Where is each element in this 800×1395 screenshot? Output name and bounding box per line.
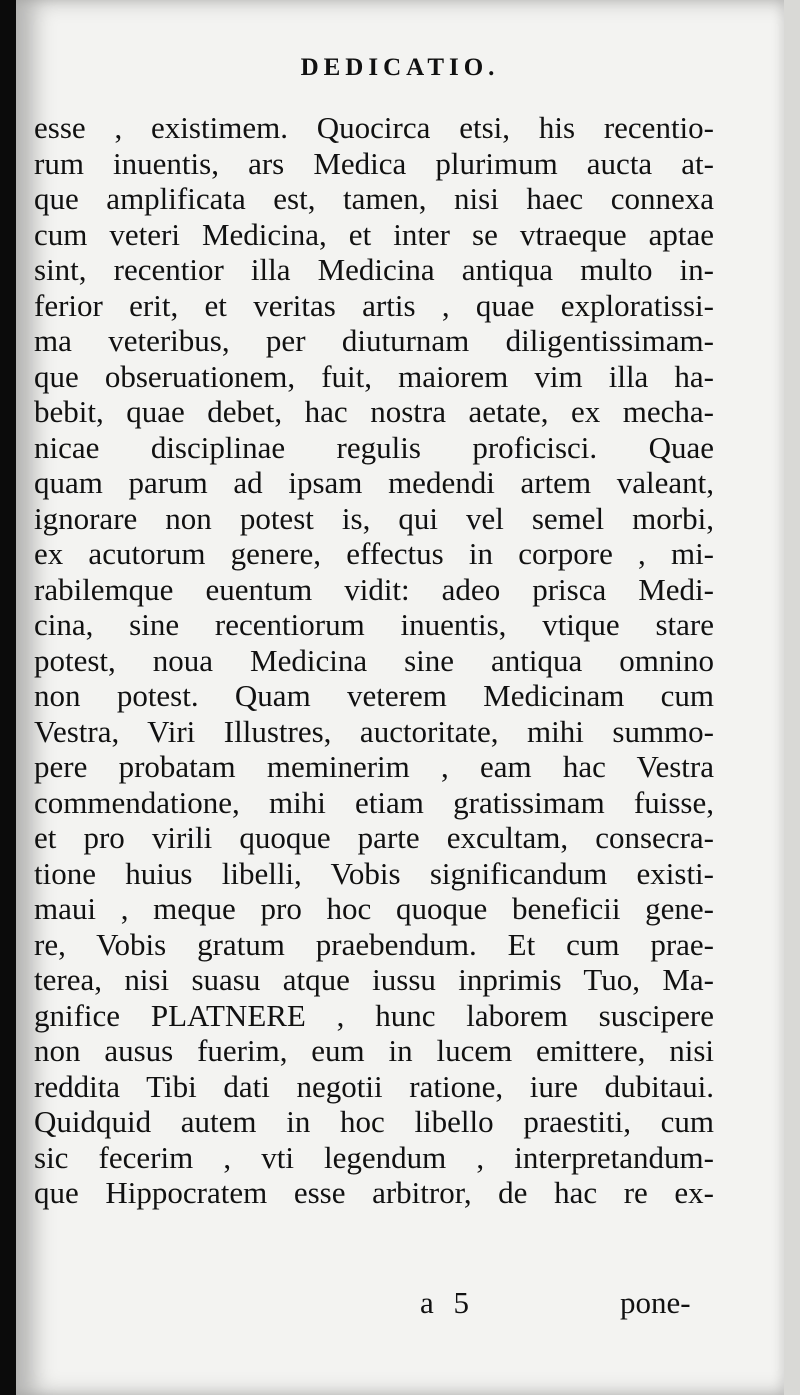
text-line: que obseruationem, fuit, maiorem vim illa ha- — [34, 358, 714, 394]
text-line: gnifice PLATNERE , hunc laborem suscipere — [34, 997, 714, 1033]
text-line: ferior erit, et veritas artis , quae exploratissi- — [34, 287, 714, 323]
catchword: pone- — [620, 1285, 691, 1320]
body-text — [34, 110, 714, 1211]
text-line: non ausus fuerim, eum in lucem emittere, nisi — [34, 1033, 714, 1068]
text-line: esse , existimem. Quocirca etsi, his recentio- — [34, 110, 714, 145]
page-footer — [0, 1285, 800, 1325]
text-line: terea, nisi suasu atque iussu inprimis Tuo, Ma- — [34, 962, 714, 997]
text-line: potest, noua Medicina sine antiqua omnino — [34, 642, 714, 678]
text-line: pere probatam meminerim , eam hac Vestra — [34, 749, 714, 784]
text-line: Quidquid autem in hoc libello praestiti, cum — [34, 1104, 714, 1139]
running-header: DEDICATIO. — [300, 54, 500, 81]
signature-mark: a 5 — [420, 1285, 476, 1320]
text-line: ignorare non potest is, qui vel semel morbi, — [34, 500, 714, 536]
text-line: commendatione, mihi etiam gratissimam fuisse, — [34, 784, 714, 820]
text-line: ex acutorum genere, effectus in corpore , mi- — [34, 536, 714, 571]
text-line: sic fecerim , vti legendum , interpretandum- — [34, 1139, 714, 1175]
text-line: Vestra, Viri Illustres, auctoritate, mihi summo- — [34, 713, 714, 749]
text-line: que Hippocratem esse arbitror, de hac re ex- — [34, 1175, 714, 1210]
text-line: rabilemque euentum vidit: adeo prisca Medi- — [34, 571, 714, 607]
page-edge — [784, 0, 800, 1395]
text-line: sint, recentior illa Medicina antiqua multo in- — [34, 252, 714, 287]
text-line: re, Vobis gratum praebendum. Et cum prae- — [34, 926, 714, 962]
text-line: cina, sine recentiorum inuentis, vtique stare — [34, 607, 714, 642]
text-line: nicae disciplinae regulis proficisci. Quae — [34, 429, 714, 465]
text-line: rum inuentis, ars Medica plurimum aucta at- — [34, 145, 714, 181]
text-line: bebit, quae debet, hac nostra aetate, ex mecha- — [34, 394, 714, 429]
text-line: reddita Tibi dati negotii ratione, iure dubitaui. — [34, 1068, 714, 1104]
text-line: tione huius libelli, Vobis significandum existi- — [34, 855, 714, 891]
text-line: maui , meque pro hoc quoque beneficii gene- — [34, 891, 714, 926]
text-line: cum veteri Medicina, et inter se vtraeque aptae — [34, 216, 714, 252]
text-line: et pro virili quoque parte excultam, consecra- — [34, 820, 714, 855]
text-line: que amplificata est, tamen, nisi haec connexa — [34, 181, 714, 216]
text-line: non potest. Quam veterem Medicinam cum — [34, 678, 714, 713]
text-line: ma veteribus, per diuturnam diligentissimam- — [34, 323, 714, 358]
text-line: quam parum ad ipsam medendi artem valeant, — [34, 465, 714, 500]
